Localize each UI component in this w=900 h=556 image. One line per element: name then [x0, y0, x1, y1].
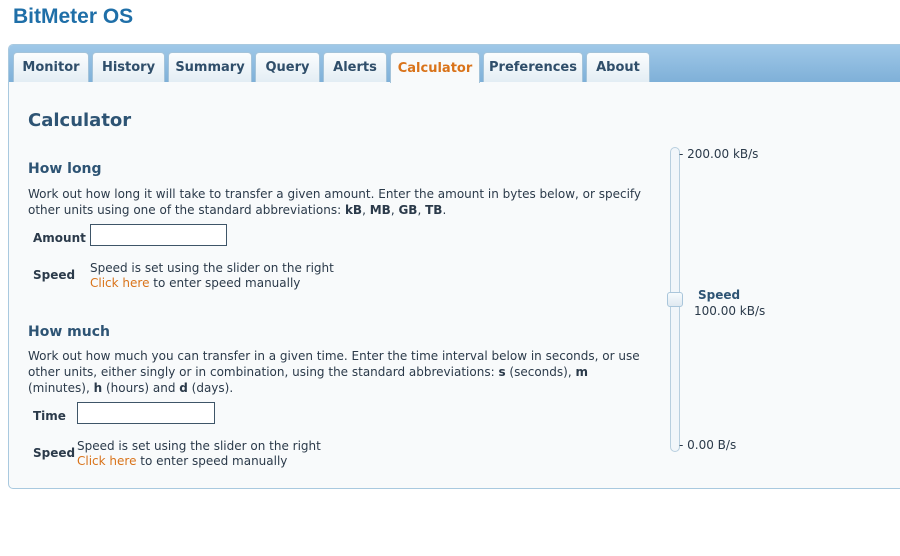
how-long-heading: How long: [28, 161, 102, 177]
tab-calculator[interactable]: Calculator: [390, 52, 480, 83]
tab-monitor[interactable]: Monitor: [13, 52, 89, 82]
how-long-manual-text: to enter speed manually: [149, 276, 301, 290]
how-long-speed-note: Speed is set using the slider on the right: [90, 261, 334, 275]
how-much-speed-info: [77, 439, 321, 469]
how-long-click-here-link[interactable]: Click here: [90, 276, 150, 290]
time-input[interactable]: [77, 402, 215, 424]
tab-history[interactable]: History: [92, 52, 165, 82]
tab-preferences[interactable]: Preferences: [483, 52, 583, 82]
how-much-heading: How much: [28, 324, 110, 340]
how-much-speed-label: Speed: [33, 446, 76, 460]
amount-label: Amount: [33, 231, 86, 245]
how-long-speed-label: Speed: [33, 268, 76, 282]
how-much-manual-text: to enter speed manually: [136, 454, 288, 468]
page-title: Calculator: [28, 110, 132, 131]
slider-speed-value: 100.00 kB/s: [694, 304, 766, 318]
slider-max-label: - 200.00 kB/s: [679, 147, 759, 161]
tab-query[interactable]: Query: [255, 52, 320, 82]
app-title: BitMeter OS: [13, 5, 134, 28]
how-much-description: Work out how much you can transfer in a given time. Enter the time interval below in seconds, or use other units, either singly or in combination, using the standard abbreviations: s (seconds), m (minutes), h (hours) and d (days).: [28, 349, 640, 395]
time-label: Time: [33, 409, 66, 423]
slider-min-label: - 0.00 B/s: [679, 438, 737, 452]
tab-about[interactable]: About: [586, 52, 650, 82]
tab-alerts[interactable]: Alerts: [323, 52, 387, 82]
how-long-description: Work out how long it will take to transfer a given amount. Enter the amount in bytes below, or specify other units using one of the standard abbreviations: kB, MB, GB, TB.: [28, 187, 642, 217]
how-long-speed-info: [90, 261, 334, 291]
tab-summary[interactable]: Summary: [168, 52, 252, 82]
slider-speed-label: Speed: [698, 288, 741, 302]
speed-slider-handle[interactable]: [667, 292, 683, 307]
how-much-click-here-link[interactable]: Click here: [77, 454, 137, 468]
amount-input[interactable]: [90, 224, 227, 246]
how-much-speed-note: Speed is set using the slider on the right: [77, 439, 321, 453]
